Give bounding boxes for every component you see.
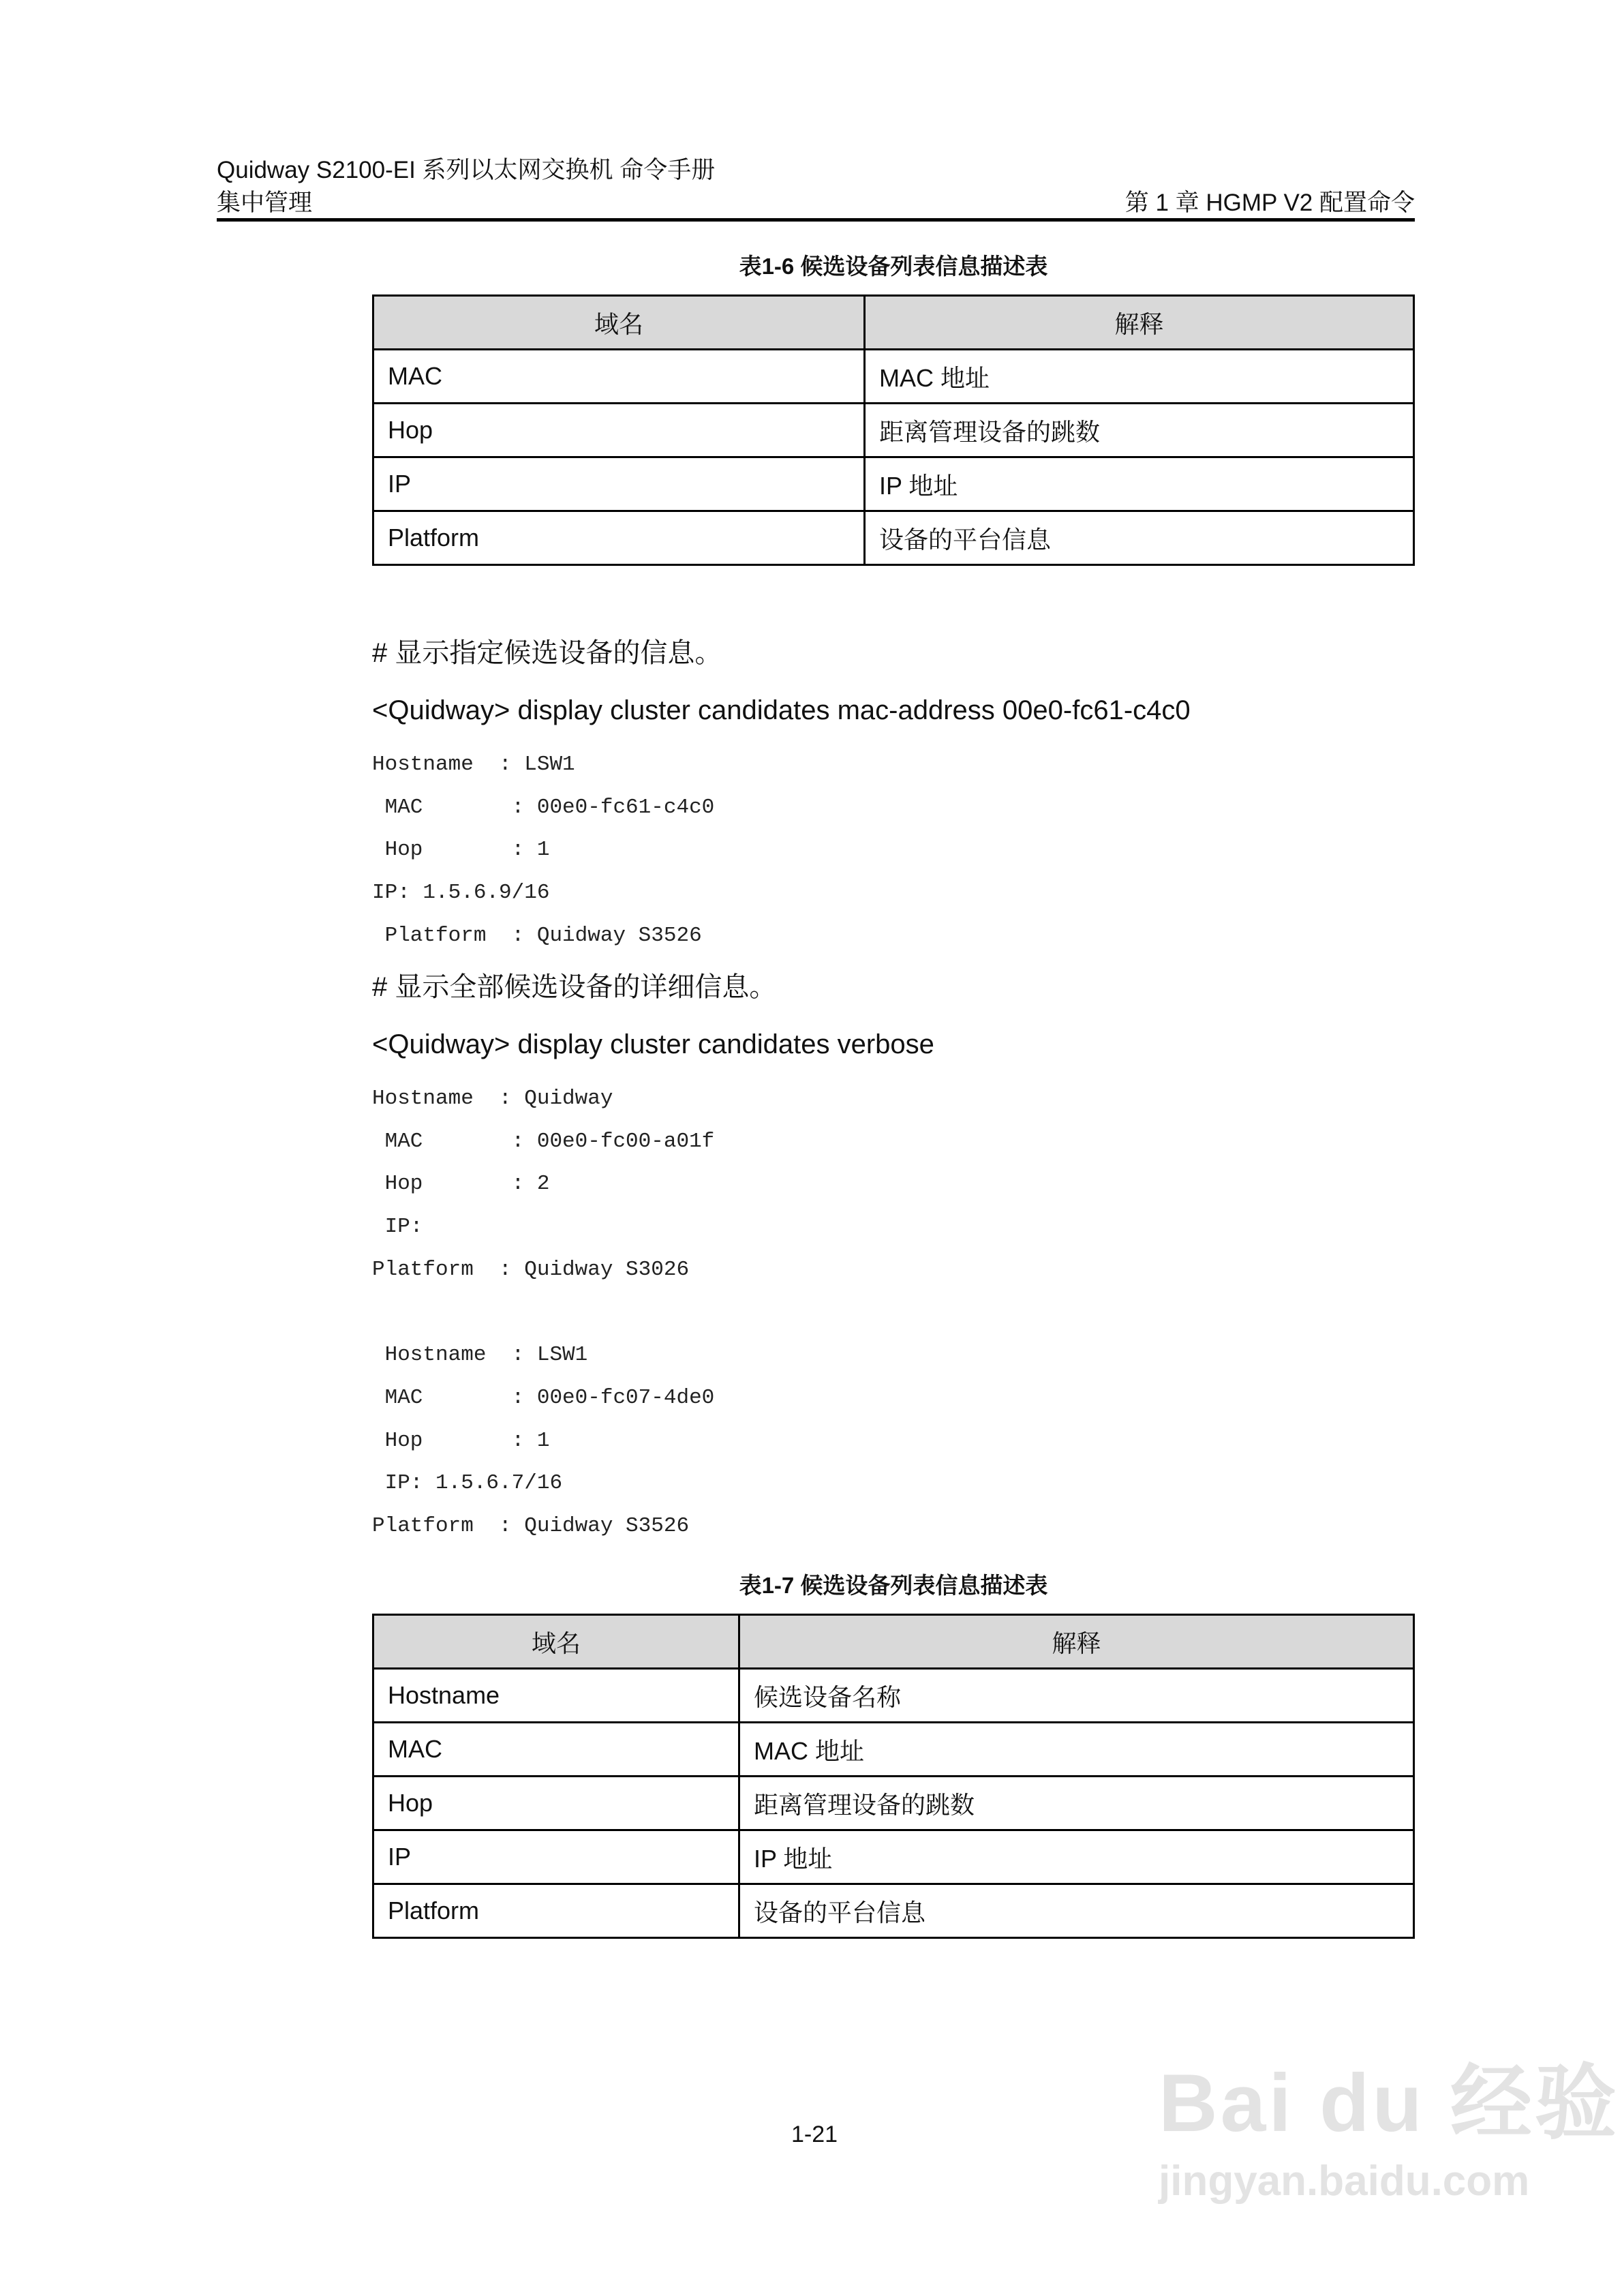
cell: IP 地址 [739, 1830, 1414, 1884]
output-line: Hostname : Quidway [372, 1087, 613, 1111]
cell: MAC 地址 [739, 1723, 1414, 1777]
header-rule [217, 218, 1415, 222]
output-line: Platform : Quidway S3026 [372, 1257, 690, 1282]
command-output [372, 1078, 714, 1548]
output-line: Hop : 1 [372, 838, 550, 862]
cell: MAC [373, 350, 865, 404]
output-line: IP: 1.5.6.9/16 [372, 881, 550, 905]
table-row [373, 1777, 1414, 1830]
table-row [373, 404, 1414, 457]
header-cell: 域名 [373, 1615, 739, 1669]
watermark-logo [1159, 2052, 1619, 2209]
table-row [373, 1723, 1414, 1777]
watermark-brand: Bai du 经验 [1159, 2057, 1620, 2149]
table-row [373, 1884, 1414, 1938]
command-text: <Quidway> display cluster candidates verbose [372, 1029, 934, 1059]
comment-text: # 显示全部候选设备的详细信息。 [372, 972, 777, 1002]
cell: Platform [373, 1884, 739, 1938]
page-number: 1-21 [791, 2121, 838, 2147]
cell: Platform [373, 511, 865, 565]
output-line: MAC : 00e0-fc07-4de0 [372, 1385, 715, 1410]
table1-caption: 表1-6 候选设备列表信息描述表 [739, 254, 1048, 279]
cell: IP 地址 [865, 457, 1414, 511]
table-row [373, 457, 1414, 511]
output-line: Hop : 2 [372, 1172, 550, 1196]
cell: Hop [373, 404, 865, 457]
output-line: Platform : Quidway S3526 [372, 1513, 690, 1538]
cell: 候选设备名称 [739, 1669, 1414, 1723]
command-text: <Quidway> display cluster candidates mac-address 00e0-fc61-c4c0 [372, 695, 1191, 725]
header-title: Quidway S2100-EI 系列以太网交换机 命令手册 [217, 157, 716, 183]
cell: 设备的平台信息 [739, 1884, 1414, 1938]
table-row [373, 511, 1414, 565]
header-cell: 解释 [865, 296, 1414, 350]
table-header-row [373, 1615, 1414, 1669]
output-line: MAC : 00e0-fc61-c4c0 [372, 795, 715, 819]
output-line: Hostname : LSW1 [372, 753, 575, 776]
cell: 距离管理设备的跳数 [865, 404, 1414, 457]
table-row [373, 1830, 1414, 1884]
header-cell: 解释 [739, 1615, 1414, 1669]
table1 [372, 294, 1415, 566]
table-row [373, 1669, 1414, 1723]
header-chapter: 第 1 章 HGMP V2 配置命令 [1124, 190, 1415, 216]
command-output [372, 744, 714, 957]
table2-caption: 表1-7 候选设备列表信息描述表 [739, 1573, 1048, 1598]
header-section: 集中管理 [217, 190, 313, 216]
comment-text: # 显示指定候选设备的信息。 [372, 638, 722, 668]
table-header-row [373, 296, 1414, 350]
output-line [372, 1291, 714, 1334]
output-line: Hop : 1 [372, 1428, 550, 1453]
table2 [372, 1614, 1415, 1939]
output-line: Hostname : LSW1 [372, 1343, 588, 1368]
output-line: IP: [372, 1215, 423, 1239]
cell: MAC 地址 [865, 350, 1414, 404]
cell: MAC [373, 1723, 739, 1777]
output-line: MAC : 00e0-fc00-a01f [372, 1129, 715, 1153]
output-line: Platform : Quidway S3526 [372, 923, 702, 948]
table-row [373, 350, 1414, 404]
cell: Hop [373, 1777, 739, 1830]
cell: 设备的平台信息 [865, 511, 1414, 565]
watermark-url: jingyan.baidu.com [1159, 2158, 1530, 2205]
header-cell: 域名 [373, 296, 865, 350]
cell: IP [373, 1830, 739, 1884]
cell: Hostname [373, 1669, 739, 1723]
output-line: IP: 1.5.6.7/16 [372, 1471, 563, 1496]
cell: IP [373, 457, 865, 511]
cell: 距离管理设备的跳数 [739, 1777, 1414, 1830]
